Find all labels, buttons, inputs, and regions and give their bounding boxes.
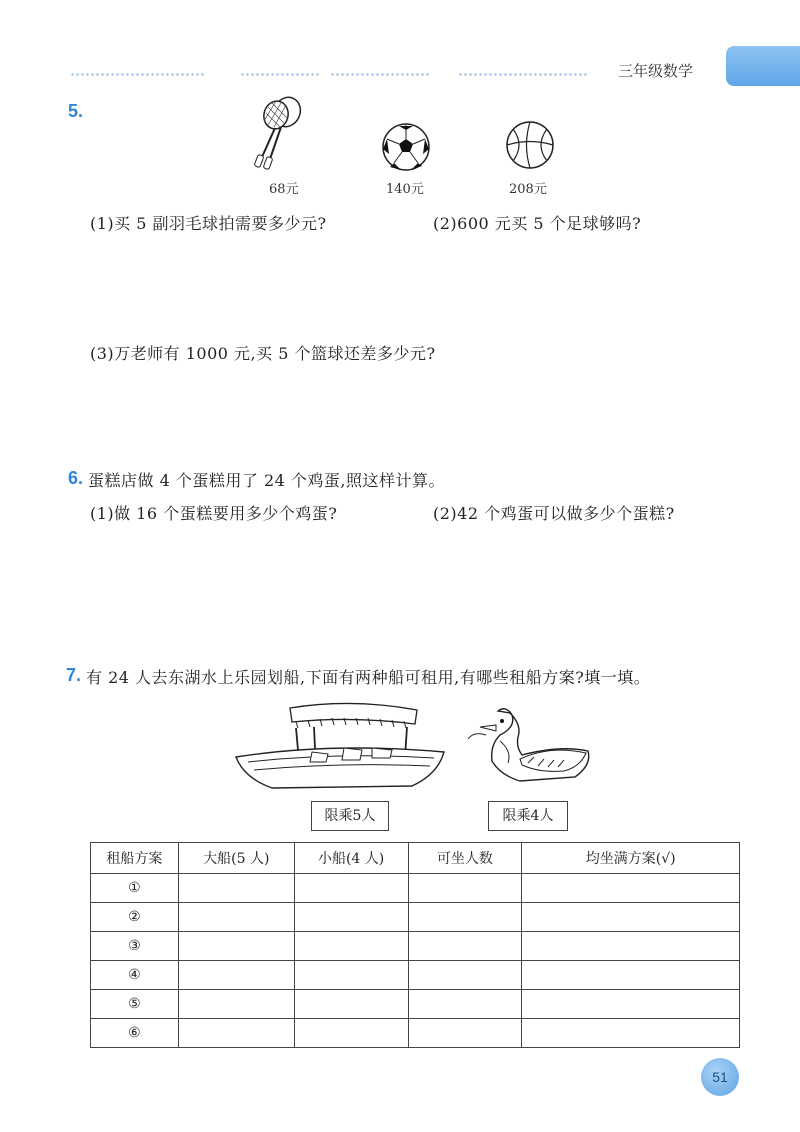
small-boat-cell[interactable] [294,1019,408,1048]
header-dotted-rule [240,73,320,76]
all-seated-cell[interactable] [522,874,740,903]
column-header-capacity: 可坐人数 [408,843,522,874]
problem-6-question-2: (2)42 个鸡蛋可以做多少个蛋糕? [433,504,675,523]
basketball-image [505,120,555,170]
header-dotted-rule [458,73,588,76]
small-boat-capacity-label: 限乘4人 [488,801,568,831]
problem-6-number: 6. [68,468,84,488]
column-header-plan: 租船方案 [91,843,179,874]
big-boat-cell[interactable] [178,1019,294,1048]
problem-7-text: 有 24 人去东湖水上乐园划船,下面有两种船可租用,有哪些租船方案?填一填。 [86,668,651,687]
small-boat-image [460,705,595,795]
table-row [91,874,740,903]
big-boat-cell[interactable] [178,932,294,961]
football-price: 140元 [386,182,424,197]
problem-5-question-3: (3)万老师有 1000 元,买 5 个篮球还差多少元? [90,344,436,363]
table-row [91,961,740,990]
small-boat-cell[interactable] [294,932,408,961]
plan-label: ⑤ [91,990,179,1019]
small-boat-cell[interactable] [294,961,408,990]
problem-5-question-2: (2)600 元买 5 个足球够吗? [433,214,642,233]
capacity-cell[interactable] [408,961,522,990]
column-header-big-boat: 大船(5 人) [178,843,294,874]
big-boat-cell[interactable] [178,961,294,990]
basketball-price: 208元 [509,182,547,197]
big-boat-cell[interactable] [178,903,294,932]
all-seated-cell[interactable] [522,903,740,932]
big-boat-capacity-label: 限乘5人 [311,801,389,831]
column-header-all-seated: 均坐满方案(√) [522,843,740,874]
capacity-cell[interactable] [408,903,522,932]
capacity-cell[interactable] [408,874,522,903]
table-row [91,990,740,1019]
football-image [381,122,431,172]
problem-5-number: 5. [68,101,84,121]
grade-title: 三年级数学 [618,62,694,80]
capacity-cell[interactable] [408,990,522,1019]
plan-label: ⑥ [91,1019,179,1048]
header-tab [726,46,800,86]
table-row [91,903,740,932]
small-boat-cell[interactable] [294,874,408,903]
table-row [91,1019,740,1048]
small-boat-cell[interactable] [294,903,408,932]
plan-label: ① [91,874,179,903]
capacity-cell[interactable] [408,1019,522,1048]
plan-label: ③ [91,932,179,961]
big-boat-image [232,700,447,795]
column-header-small-boat: 小船(4 人) [294,843,408,874]
big-boat-cell[interactable] [178,990,294,1019]
header-dotted-rule [330,73,430,76]
badminton-rackets-image [248,95,308,170]
table-header-row [91,843,740,874]
plan-label: ④ [91,961,179,990]
all-seated-cell[interactable] [522,1019,740,1048]
capacity-cell[interactable] [408,932,522,961]
big-boat-cell[interactable] [178,874,294,903]
rental-plan-table [90,842,740,1048]
problem-6-text: 蛋糕店做 4 个蛋糕用了 24 个鸡蛋,照这样计算。 [88,471,445,490]
table-row [91,932,740,961]
page-number: 51 [701,1058,739,1096]
racket-price: 68元 [269,182,299,197]
problem-7-number: 7. [66,665,82,685]
all-seated-cell[interactable] [522,961,740,990]
problem-5-question-1: (1)买 5 副羽毛球拍需要多少元? [90,214,327,233]
all-seated-cell[interactable] [522,932,740,961]
all-seated-cell[interactable] [522,990,740,1019]
problem-6-question-1: (1)做 16 个蛋糕要用多少个鸡蛋? [90,504,338,523]
header-dotted-rule [70,73,205,76]
small-boat-cell[interactable] [294,990,408,1019]
plan-label: ② [91,903,179,932]
